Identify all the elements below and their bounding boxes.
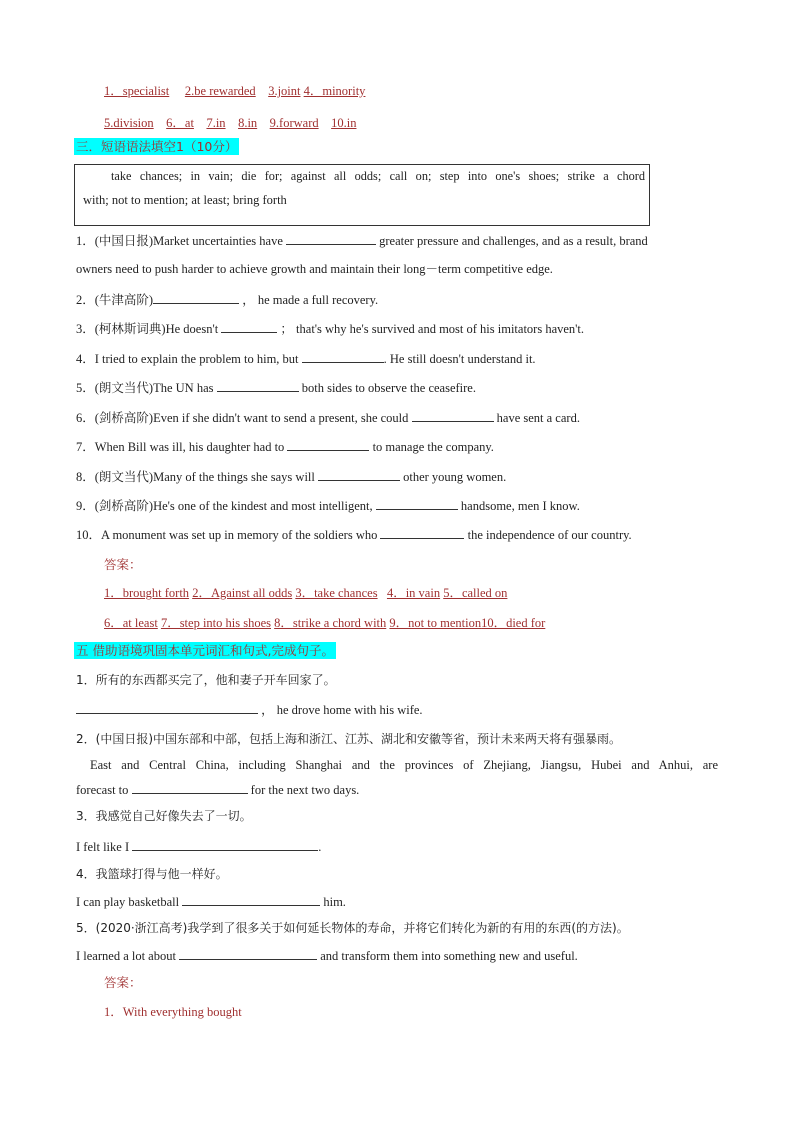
answer-item: 10．died for [481,616,546,630]
answer-item: 6．at [166,116,194,130]
answer-item: 8．strike a chord with [274,616,387,630]
answer-item: 10.in [331,116,357,130]
answer-blank[interactable] [153,291,239,304]
s3-question-8 [76,468,506,485]
answer-blank[interactable] [376,497,458,510]
answer-blank[interactable] [76,701,258,714]
answer-blank[interactable] [182,893,320,906]
answer-item: 5．called on [443,586,508,600]
question-text: both sides to observe the ceasefire. [301,381,476,395]
question-text: 2．(牛津高阶) [76,293,154,307]
s5-question-5-en [76,947,578,964]
word-bank-line1: take chances; in vain; die for; against all odds; call on; step into one's shoes; strike a chord [111,169,645,183]
s3-question-1 [76,232,648,249]
answer-blank[interactable] [412,409,494,422]
s3-answers-row1 [104,585,507,601]
answer-blank[interactable] [217,379,299,392]
question-text: for the next two days. [250,783,360,797]
question-text: 9．(剑桥高阶)He's one of the kindest and most intelligent, [76,499,373,513]
answer-item: 8.in [238,116,258,130]
answer-blank[interactable] [318,468,400,481]
s5-question-4-cn: 4．我篮球打得与他一样好。 [76,867,228,881]
s5-answer-label: 答案： [104,976,142,990]
s5-question-1-cn: 1．所有的东西都买完了，他和妻子开车回家了。 [76,673,336,687]
s5-answer-1: 1．With everything bought [104,1005,242,1019]
question-text: I learned a lot about [76,949,176,963]
answer-item: 9.forward [269,116,319,130]
answer-blank[interactable] [302,350,384,363]
s3-question-7 [76,438,494,455]
question-text: to manage the company. [372,440,494,454]
question-text: other young women. [403,470,507,484]
answer-item: 7．step into his shoes [160,616,272,630]
section5-heading: 五 借助语境巩固本单元词汇和句式,完成句子。 [76,643,334,658]
s3-question-3 [76,320,584,337]
question-text: forecast to [76,783,129,797]
answer-blank[interactable] [287,438,369,451]
s5-question-3-en [76,838,321,855]
s5-question-5-cn: 5．(2020·浙江高考)我学到了很多关于如何延长物体的寿命，并将它们转化为新的有用的东西(的方法)。 [76,921,629,935]
answer-item: 4．minority [303,84,366,98]
question-text: . [318,840,322,854]
word-bank-box [74,164,650,226]
s5-question-2-en-line1: East and Central China, including Shanghai and the provinces of Zhejiang, Jiangsu, Hubei and Anhui, are [90,758,718,772]
answer-item: 4．in vain [386,586,441,600]
word-bank-line2: with; not to mention; at least; bring forth [83,193,287,207]
question-text: 1．(中国日报)Market uncertainties have [76,234,283,248]
answer-item: 2.be rewarded [184,84,256,98]
question-text: 6．(剑桥高阶)Even if she didn't want to send a present, she could [76,411,409,425]
answer-item: 1．specialist [104,84,170,98]
s5-question-1-en [76,701,423,718]
s3-answer-label: 答案： [104,558,142,572]
answer-blank[interactable] [286,232,376,245]
answer-item: 1．brought forth [104,586,190,600]
question-text: 10．A monument was set up in memory of the soldiers who [76,528,378,542]
question-text: and transform them into something new and useful. [320,949,578,963]
s5-question-3-cn: 3．我感觉自己好像失去了一切。 [76,809,252,823]
question-text: ， he drove home with his wife. [261,703,423,717]
answer-blank[interactable] [179,947,317,960]
s3-question-1-cont: owners need to push harder to achieve growth and maintain their long－term competitive edge. [76,262,553,276]
section3-heading: 三．短语语法填空1（10分） [76,139,238,154]
answers-top-row2 [104,115,356,131]
answer-blank[interactable] [221,320,277,333]
s3-question-10 [76,526,632,543]
answer-item: 7.in [206,116,226,130]
s3-question-6 [76,409,580,426]
answer-blank[interactable] [132,838,318,851]
question-text: 7．When Bill was ill, his daughter had to [76,440,285,454]
s3-answers-row2 [104,615,545,631]
s3-question-2 [76,291,378,308]
question-text: ； that's why he's survived and most of his imitators haven't. [280,322,585,336]
question-text: the independence of our country. [467,528,632,542]
question-text: have sent a card. [496,411,580,425]
s5-question-2-cn: 2．(中国日报)中国东部和中部，包括上海和浙江、江苏、湖北和安徽等省，预计未来两天将有强暴雨。 [76,732,622,746]
question-text: greater pressure and challenges, and as a result, brand [379,234,648,248]
answer-item: 3.joint [268,84,301,98]
question-text: . He still doesn't understand it. [383,352,536,366]
answer-item: 6．at least [104,616,158,630]
question-text: I can play basketball [76,895,180,909]
answer-item: 9．not to mention [389,616,482,630]
answer-blank[interactable] [380,526,464,539]
question-text: 3．(柯林斯词典)He doesn't [76,322,219,336]
question-text: him. [323,895,346,909]
question-text: 4．I tried to explain the problem to him, but [76,352,299,366]
question-text: 5．(朗文当代)The UN has [76,381,214,395]
answer-blank[interactable] [132,781,248,794]
s5-question-2-en-line2 [76,781,359,798]
question-text: handsome, men I know. [460,499,580,513]
question-text: I felt like I [76,840,130,854]
answer-item: 2．Against all odds [192,586,293,600]
question-text: 8．(朗文当代)Many of the things she says will [76,470,315,484]
answers-top-row1 [104,83,365,99]
s3-question-4 [76,350,536,367]
answer-item: 3．take chances [295,586,378,600]
s3-question-5 [76,379,476,396]
s3-question-9 [76,497,580,514]
answer-item: 5.division [104,116,154,130]
s5-question-4-en [76,893,346,910]
question-text: ， he made a full recovery. [242,293,379,307]
